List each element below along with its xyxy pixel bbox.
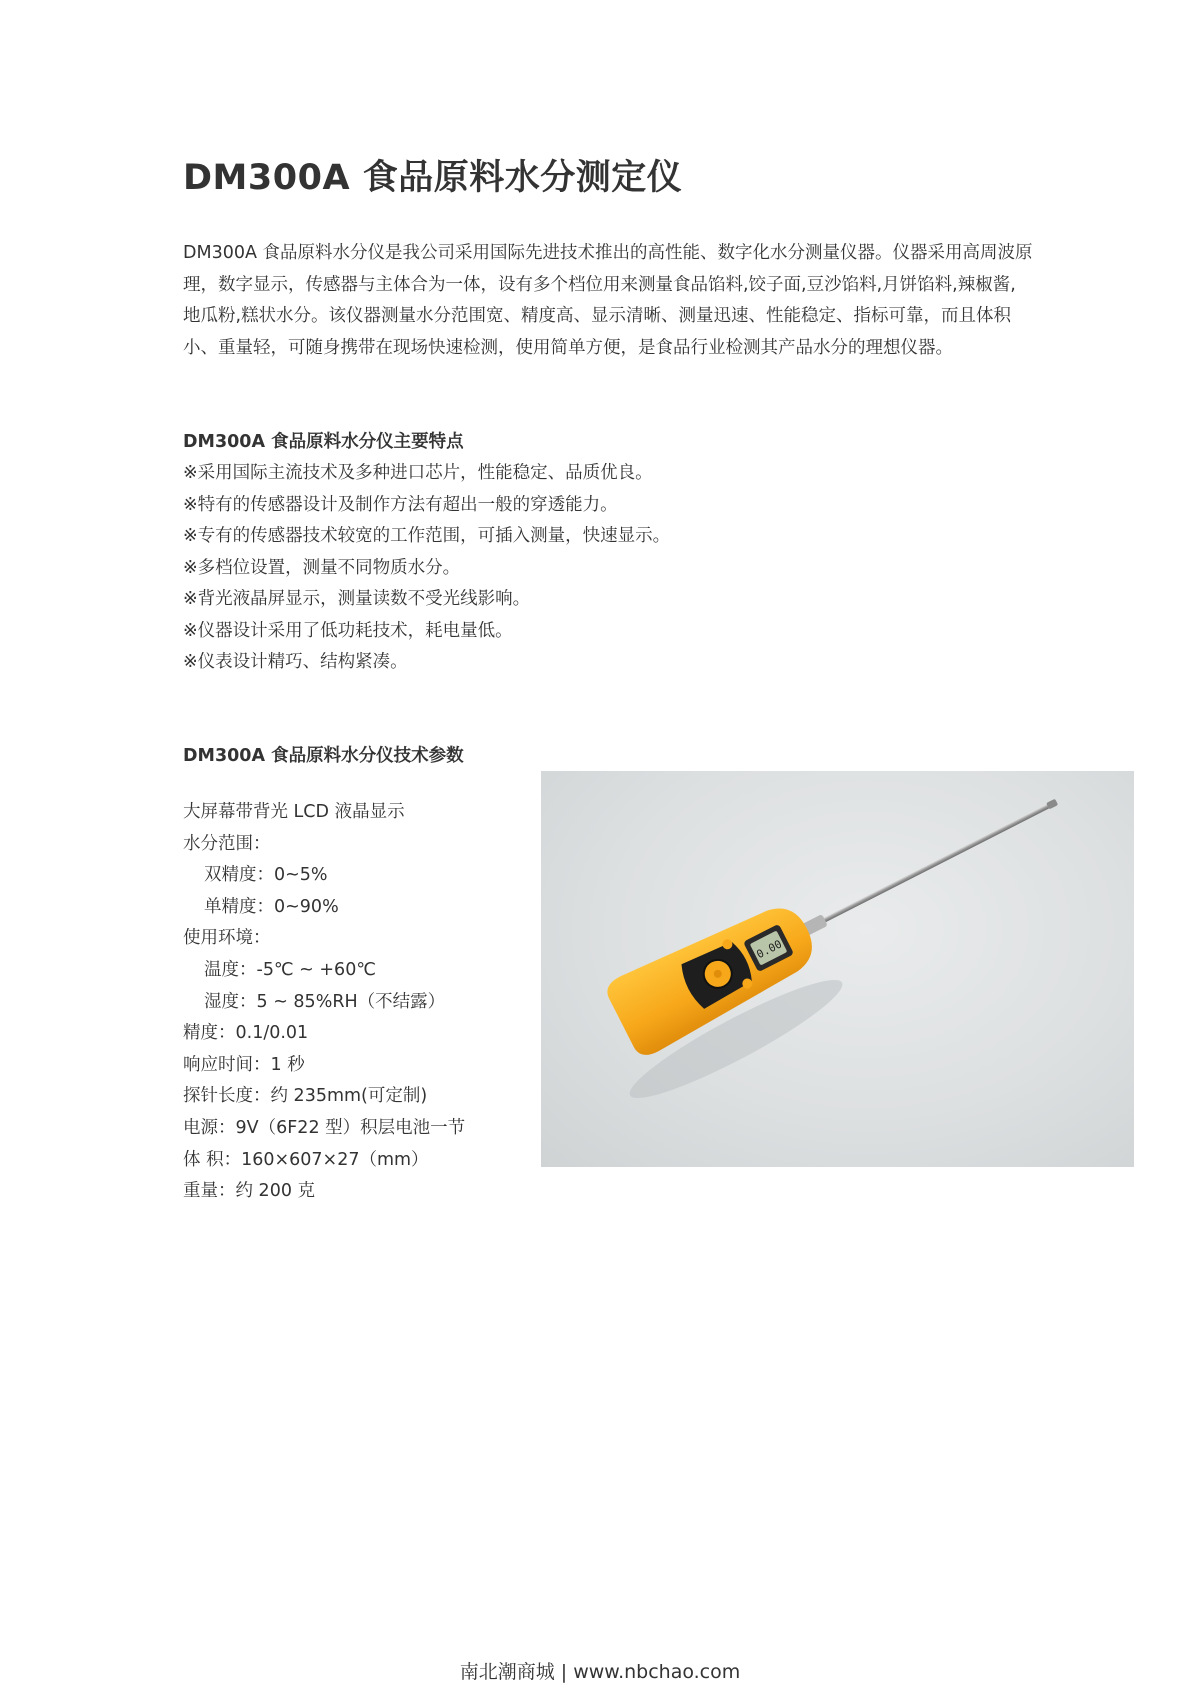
features-heading: DM300A 食品原料水分仪主要特点: [183, 432, 464, 452]
feature-item: ※特有的传感器设计及制作方法有超出一般的穿透能力。: [183, 494, 618, 515]
lcd-reading: 0.00: [754, 937, 784, 962]
spec-item: 精度：0.1/0.01: [183, 1023, 309, 1044]
spec-item: 响应时间：1 秒: [183, 1054, 305, 1075]
product-photo: [541, 771, 1134, 1167]
spec-item: 湿度：5 ~ 85%RH（不结露）: [204, 991, 446, 1012]
spec-item: 体 积：160×607×27（mm）: [183, 1149, 429, 1170]
probe: [817, 801, 1055, 926]
feature-item: ※背光液晶屏显示，测量读数不受光线影响。: [183, 589, 531, 609]
feature-item: ※仪器设计采用了低功耗技术，耗电量低。: [183, 620, 513, 641]
spec-item: 双精度：0~5%: [204, 865, 328, 886]
specs-heading: DM300A 食品原料水分仪技术参数: [183, 746, 464, 766]
spec-item: 探针长度：约 235mm(可定制): [183, 1086, 428, 1107]
document-title: DM300A 食品原料水分测定仪: [183, 158, 683, 198]
spec-item: 使用环境：: [183, 928, 271, 949]
features-list: [183, 458, 670, 679]
spec-item: 水分范围：: [183, 833, 271, 854]
feature-item: ※专有的传感器技术较宽的工作范围，可插入测量，快速显示。: [183, 526, 671, 546]
feature-item: ※多档位设置，测量不同物质水分。: [183, 557, 461, 578]
spec-item: 温度：-5℃ ~ +60℃: [204, 959, 376, 980]
moisture-meter-illustration: [541, 771, 1134, 1167]
spec-item: 电源：9V（6F22 型）积层电池一节: [183, 1117, 466, 1138]
spec-item: 单精度：0~90%: [204, 896, 339, 917]
spec-item: 大屏幕带背光 LCD 液晶显示: [183, 802, 405, 822]
feature-item: ※仪表设计精巧、结构紧凑。: [183, 652, 408, 672]
feature-item: ※采用国际主流技术及多种进口芯片，性能稳定、品质优良。: [183, 463, 653, 483]
footer: 南北潮商城 | www.nbchao.com: [459, 1661, 741, 1683]
specs-list: [183, 797, 465, 1208]
intro-paragraph: DM300A 食品原料水分仪是我公司采用国际先进技术推出的高性能、数字化水分测量仪器。仪器采用高周波原理，数字显示，传感器与主体合为一体，设有多个档位用来测量食品馅料,饺子面,豆沙馅料,月饼馅料,辣椒酱,地瓜粉,糕状水分。该仪器测量水分范围宽、精度高、显示清晰、测量迅速、性能稳定、指标可靠，而且体积小、重量轻，可随身携带在现场快速检测，使用简单方便，是食品行业检测其产品水分的理想仪器。: [183, 243, 1033, 358]
spec-item: 重量：约 200 克: [183, 1181, 316, 1202]
